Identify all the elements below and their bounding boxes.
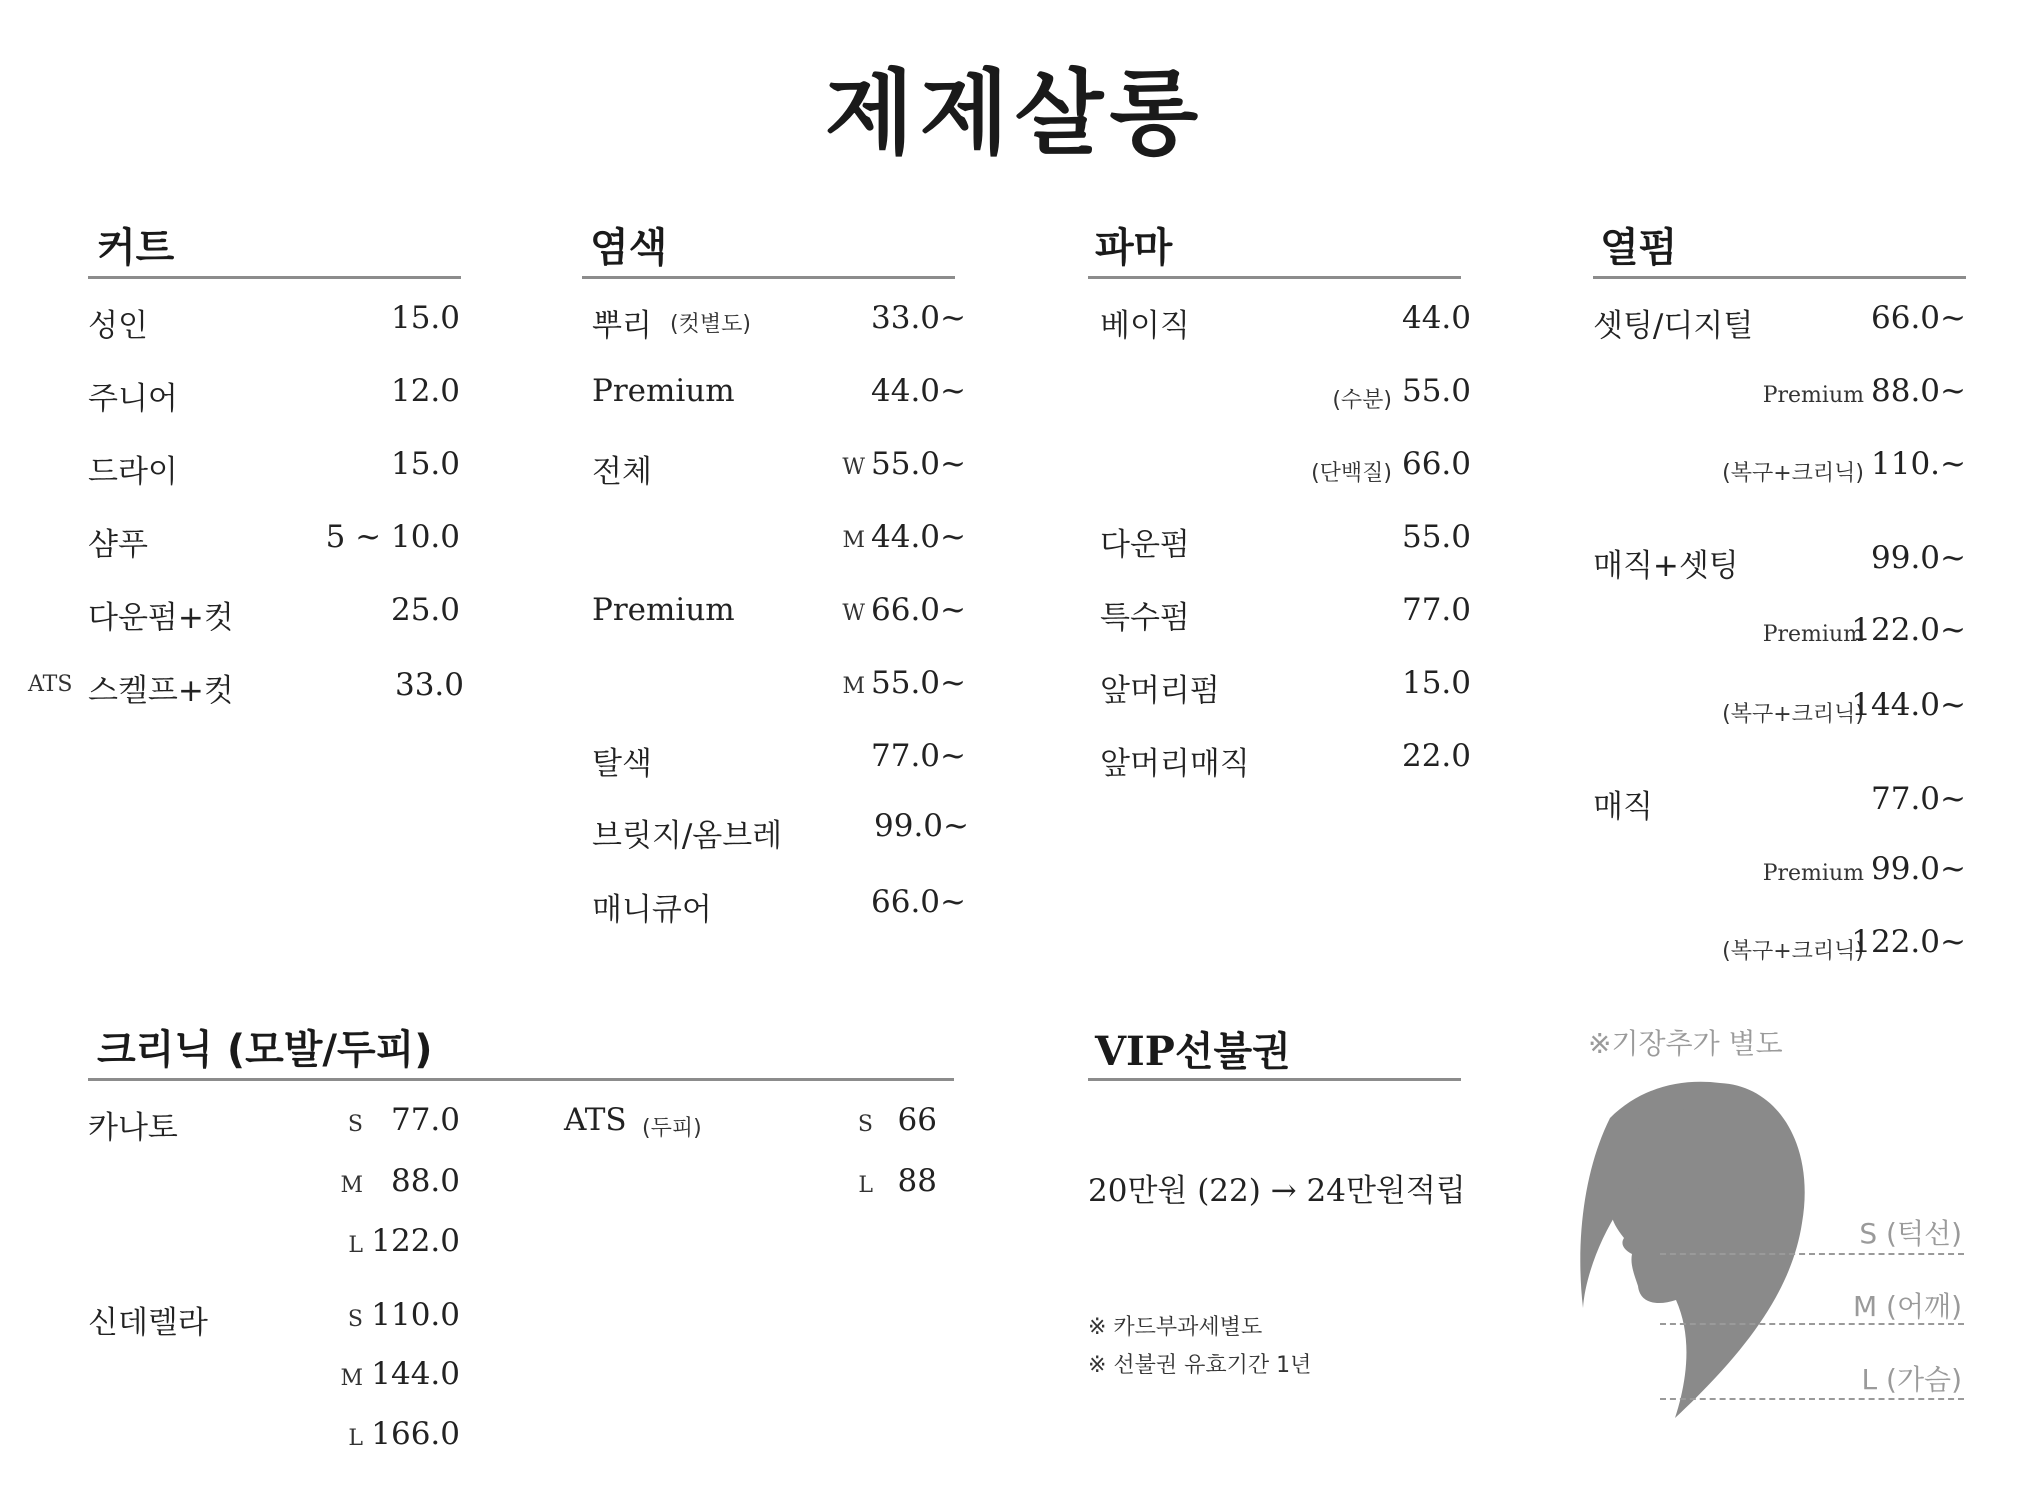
heat-perm-item-price: 77.0~ xyxy=(1871,781,1966,817)
cut-item-name: 샴푸 xyxy=(88,527,148,563)
heat-perm-item-price: 144.0~ xyxy=(1851,687,1966,723)
color-header: 염색 xyxy=(590,225,668,271)
heat-perm-item-price: 122.0~ xyxy=(1851,924,1966,960)
heat-perm-rule xyxy=(1593,276,1966,279)
cut-item-price: 12.0 xyxy=(390,373,460,409)
cut-item-price: 33.0 xyxy=(394,667,464,703)
perm-item-price: 22.0 xyxy=(1401,738,1471,774)
perm-item-price: 55.0 xyxy=(1401,519,1471,555)
cut-header: 커트 xyxy=(97,225,175,271)
clinic-price: 166.0 xyxy=(371,1416,460,1452)
color-item-name: 탈색 xyxy=(592,746,652,782)
perm-item-name: 다운펌 xyxy=(1100,527,1190,563)
color-item-price: 55.0~ xyxy=(871,665,966,701)
heat-perm-item-note: (복구+크리닉) xyxy=(1722,461,1864,486)
clinic-size: S xyxy=(347,1307,363,1332)
cut-item-price: 5 ~ 10.0 xyxy=(325,519,460,555)
color-item-price: 55.0~ xyxy=(871,446,966,482)
clinic-price: 66 xyxy=(897,1102,937,1138)
color-item-size: W xyxy=(842,455,865,480)
clinic-header: 크리닉 (모발/두피) xyxy=(97,1027,433,1073)
vip-note: ※ 카드부과세별도 xyxy=(1088,1315,1263,1340)
color-item-size: M xyxy=(842,674,865,699)
perm-item-note: (수분) xyxy=(1332,388,1392,413)
cut-item-price: 15.0 xyxy=(390,300,460,336)
heat-perm-item-note: Premium xyxy=(1762,622,1864,647)
perm-header: 파마 xyxy=(1095,225,1173,271)
color-item-name: 브릿지/옴브레 xyxy=(592,818,783,854)
clinic-size: L xyxy=(348,1233,363,1258)
clinic-price: 110.0 xyxy=(371,1297,460,1333)
perm-item-name: 앞머리매직 xyxy=(1100,746,1250,782)
clinic-size: L xyxy=(348,1426,363,1451)
color-rule xyxy=(582,276,955,279)
length-line-m xyxy=(1660,1323,1964,1325)
length-line-s xyxy=(1660,1253,1964,1255)
heat-perm-item-name: 셋팅/디지털 xyxy=(1593,308,1754,344)
clinic-size: L xyxy=(858,1173,873,1198)
color-item-price: 66.0~ xyxy=(871,592,966,628)
heat-perm-header: 열펌 xyxy=(1600,225,1678,271)
heat-perm-item-price: 88.0~ xyxy=(1871,373,1966,409)
woman-silhouette-icon xyxy=(1580,1078,1810,1423)
length-line-l xyxy=(1660,1398,1964,1400)
color-item-size: M xyxy=(842,528,865,553)
clinic-item-name: ATS xyxy=(564,1102,627,1138)
color-item-name: 뿌리 xyxy=(592,308,652,344)
heat-perm-item-price: 99.0~ xyxy=(1871,851,1966,887)
heat-perm-item-note: Premium xyxy=(1762,383,1864,408)
color-item-name: Premium xyxy=(592,373,735,409)
perm-item-price: 55.0 xyxy=(1401,373,1471,409)
clinic-price: 77.0 xyxy=(390,1102,460,1138)
vip-header: VIP선불권 xyxy=(1095,1028,1291,1075)
cut-item-name: 다운펌+컷 xyxy=(88,600,234,636)
perm-item-price: 77.0 xyxy=(1401,592,1471,628)
heat-perm-item-name: 매직+셋팅 xyxy=(1593,548,1739,584)
perm-item-price: 15.0 xyxy=(1401,665,1471,701)
clinic-rule xyxy=(88,1078,954,1081)
perm-rule xyxy=(1088,276,1461,279)
clinic-size: M xyxy=(340,1366,363,1391)
clinic-price: 88.0 xyxy=(390,1163,460,1199)
clinic-item-note: (두피) xyxy=(642,1116,702,1141)
cut-item-name: 스켈프+컷 xyxy=(88,673,234,709)
cut-item-price: 25.0 xyxy=(390,592,460,628)
color-item-price: 44.0~ xyxy=(871,519,966,555)
clinic-size: S xyxy=(857,1112,873,1137)
vip-offer: 20만원 (22) → 24만원적립 xyxy=(1088,1173,1466,1209)
heat-perm-item-note: (복구+크리닉) xyxy=(1722,939,1864,964)
color-item-price: 44.0~ xyxy=(871,373,966,409)
length-note: ※기장추가 별도 xyxy=(1588,1027,1783,1060)
perm-item-name: 앞머리펌 xyxy=(1100,673,1220,709)
perm-item-name: 특수펌 xyxy=(1100,600,1190,636)
color-item-size: W xyxy=(842,601,865,626)
cut-item-price: 15.0 xyxy=(390,446,460,482)
length-level-s: S (턱선) xyxy=(1859,1217,1962,1250)
vip-note: ※ 선불권 유효기간 1년 xyxy=(1088,1353,1312,1378)
color-item-price: 77.0~ xyxy=(871,738,966,774)
color-item-name: 매니큐어 xyxy=(592,892,712,928)
perm-item-name: 베이직 xyxy=(1100,308,1190,344)
color-item-name: 전체 xyxy=(592,454,652,490)
heat-perm-item-price: 110.~ xyxy=(1871,446,1966,482)
heat-perm-item-price: 122.0~ xyxy=(1851,612,1966,648)
clinic-item-name: 신데렐라 xyxy=(88,1305,208,1341)
clinic-size: M xyxy=(340,1173,363,1198)
heat-perm-item-name: 매직 xyxy=(1593,789,1653,825)
cut-item-name: 주니어 xyxy=(88,381,178,417)
vip-rule xyxy=(1088,1078,1461,1081)
perm-item-price: 44.0 xyxy=(1401,300,1471,336)
color-item-note: (컷별도) xyxy=(670,312,751,337)
color-item-price: 66.0~ xyxy=(871,884,966,920)
cut-item-prefix: ATS xyxy=(28,672,73,697)
heat-perm-item-note: Premium xyxy=(1762,861,1864,886)
perm-item-price: 66.0 xyxy=(1401,446,1471,482)
perm-item-note: (단백질) xyxy=(1311,461,1392,486)
cut-rule xyxy=(88,276,461,279)
cut-item-name: 성인 xyxy=(88,308,148,344)
page-title: 제제살롱 xyxy=(824,60,1205,167)
cut-item-name: 드라이 xyxy=(88,454,178,490)
heat-perm-item-note: (복구+크리닉) xyxy=(1722,702,1864,727)
length-level-m: M (어깨) xyxy=(1852,1290,1962,1323)
clinic-price: 88 xyxy=(897,1163,937,1199)
clinic-item-name: 카나토 xyxy=(88,1110,178,1146)
color-item-price: 33.0~ xyxy=(871,300,966,336)
length-level-l: L (가슴) xyxy=(1861,1363,1962,1396)
color-item-price: 99.0~ xyxy=(874,808,969,844)
clinic-size: S xyxy=(347,1112,363,1137)
heat-perm-item-price: 66.0~ xyxy=(1871,300,1966,336)
heat-perm-item-price: 99.0~ xyxy=(1871,540,1966,576)
clinic-price: 122.0 xyxy=(371,1223,460,1259)
clinic-price: 144.0 xyxy=(371,1356,460,1392)
color-item-name: Premium xyxy=(592,592,735,628)
